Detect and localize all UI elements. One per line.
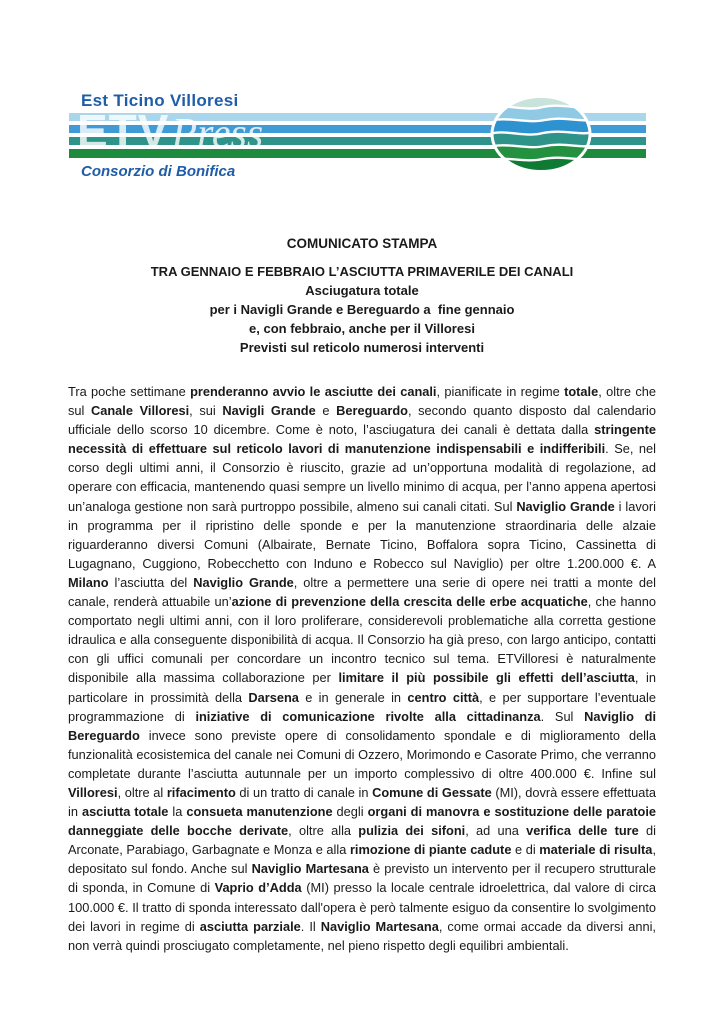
document-subtitle bbox=[0, 262, 724, 357]
subtitle-line: e, con febbraio, anche per il Villoresi bbox=[249, 321, 475, 336]
wave-globe-icon bbox=[489, 94, 593, 174]
subtitle-line: Previsti sul reticolo numerosi interventi bbox=[239, 340, 485, 355]
etv-logo-text: ETV bbox=[77, 105, 170, 157]
press-logo-text: Press bbox=[171, 111, 264, 157]
subtitle-line: per i Navigli Grande e Bereguardo a fine gennaio bbox=[209, 302, 515, 317]
document-title: COMUNICATO STAMPA bbox=[286, 236, 438, 251]
subtitle-line: TRA GENNAIO E FEBBRAIO L’ASCIUTTA PRIMAVERILE DEI CANALI bbox=[150, 264, 574, 279]
press-release-body: Tra poche settimane prenderanno avvio le asciutte dei canali, pianificate in regime totale, oltre che sul Canale Villoresi, sui Navigli Grande e Bereguardo, secondo quanto disposto dal calendario ufficiale dello scorso 10 dicembre. Come è noto, l’asciugatura dei canali è dettata dalla stringente necessità di effettuare sul reticolo lavori di manutenzione indispensabili e indifferibili. Se, nel corso degli ultimi anni, il Consorzio è riuscito, grazie ad un’opportuna modalità di regolazione, ad operare con efficacia, mantenendo quasi sempre un livello minimo di acqua, per l’anno appena apertosi un’analoga gestione non sarà purtroppo possibile, almeno sui canali citati. Sul Naviglio Grande i lavori in programma per il ripristino delle sponde e per la manutenzione straordinaria delle alzaie riguarderanno diversi Comuni (Albairate, Bernate Ticino, Boffalora sopra Ticino, Cassinetta di Lugagnano, Cuggiono, Robecchetto con Induno e Robecco sul Naviglio) per oltre 1.200.000 €. A Milano l’asciutta del Naviglio Grande, oltre a permettere una serie di opere nei tratti a monte del canale, renderà attuabile un’azione di prevenzione della crescita delle erbe acquatiche, che hanno comportato negli ultimi anni, con il loro proliferare, considerevoli problematiche alla corretta gestione idraulica e alla conseguente disponibilità di acqua. Il Consorzio ha già preso, con largo anticipo, contatti con gli uffici comunali per concordare un incontro tecnico sul tema. ETVilloresi è naturalmente disponibile alla massima collaborazione per limitare il più possibile gli effetti dell’asciutta, in particolare in prossimità della Darsena e in generale in centro città, e per supportare l’eventuale programmazione di iniziative di comunicazione rivolte alla cittadinanza. Sul Naviglio di Bereguardo invece sono previste opere di consolidamento spondale e di miglioramento della funzionalità ecosistemica del canale nei Comuni di Ozzero, Morimondo e Casorate Primo, che verranno completate durante l’asciutta autunnale per un importo complessivo di oltre 400.000 €. Infine sul Villoresi, oltre al rifacimento di un tratto di canale in Comune di Gessate (MI), dovrà essere effettuata in asciutta totale la consueta manutenzione degli organi di manovra e sostituzione delle paratoie danneggiate delle bocche derivate, oltre alla pulizia dei sifoni, ad una verifica delle ture di Arconate, Parabiago, Garbagnate e Monza e alla rimozione di piante cadute e di materiale di risulta, depositato sul fondo. Anche sul Naviglio Martesana è previsto un intervento per il recupero strutturale di sponda, in Comune di Vaprio d’Adda (MI) presso la locale centrale idroelettrica, dal valore di circa 100.000 €. Il tratto di sponda interessato dall'opera è però talmente esiguo da consentire lo svolgimento dei lavori in regime di asciutta parziale. Il Naviglio Martesana, come ormai accade da diversi anni, non verrà quindi prosciugato completamente, nel pieno rispetto degli equilibri ambientali. bbox=[68, 384, 657, 953]
subtitle-line: Asciugatura totale bbox=[305, 283, 419, 298]
organization-name: Est Ticino Villoresi bbox=[81, 91, 239, 110]
organization-subtitle: Consorzio di Bonifica bbox=[81, 163, 236, 180]
etvpress-wordmark bbox=[77, 103, 263, 159]
